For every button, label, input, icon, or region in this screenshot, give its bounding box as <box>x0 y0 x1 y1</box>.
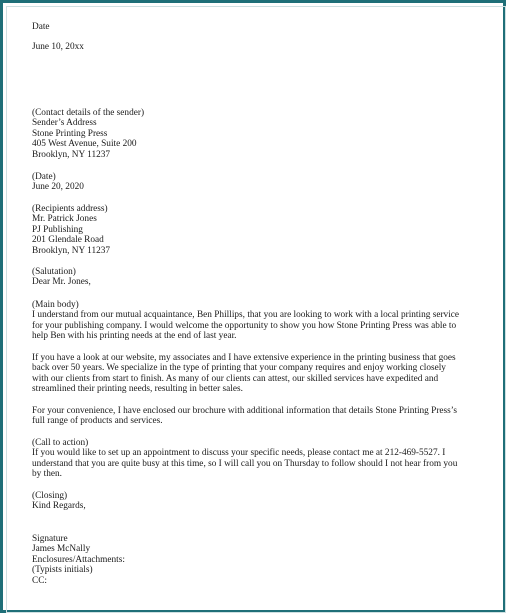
date-block <box>32 172 84 193</box>
recipient-name: Mr. Patrick Jones <box>32 214 97 225</box>
closing-text: Kind Regards, <box>32 501 86 512</box>
header-block <box>32 22 84 53</box>
date-note: (Date) <box>32 172 56 182</box>
salutation-note: (Salutation) <box>32 267 76 277</box>
recipient-city: Brooklyn, NY 11237 <box>32 245 111 256</box>
recipient-street: 201 Glendale Road <box>32 235 104 246</box>
signature-typist: (Typists initials) <box>32 565 93 576</box>
body-p3-line-1: For your convenience, I have enclosed our brochure with additional information that details Stone Printing Press’s <box>32 406 457 416</box>
body-p3-line-2: full range of products and services. <box>32 416 163 427</box>
body-block <box>32 300 459 342</box>
sender-block <box>32 108 144 160</box>
header-date-label: Date <box>32 22 50 32</box>
salutation-text: Dear Mr. Jones, <box>32 277 91 288</box>
cta-line-1: If you would like to set up an appointment to discuss your specific needs, please contact me at 212-469-5527. I <box>32 448 446 459</box>
body-p1-line-3: help Ben with his printing needs at the end of last year. <box>32 331 237 342</box>
cta-line-2: understand that you are quite busy at this time, so I will call you on Thursday to follow should I not hear from you <box>32 458 458 469</box>
sender-note: (Contact details of the sender) <box>32 108 145 118</box>
closing-note: (Closing) <box>32 491 68 501</box>
recipient-block <box>32 204 110 256</box>
body-p1-line-1: I understand from our mutual acquaintance, Ben Phillips, that you are looking to work with a local printing service <box>32 310 460 321</box>
recipient-company: PJ Publishing <box>32 224 83 235</box>
signature-block <box>32 534 125 586</box>
sender-street: 405 West Avenue, Suite 200 <box>32 139 137 150</box>
signature-label: Signature <box>32 534 68 544</box>
signature-name: James McNally <box>32 544 91 555</box>
body-p3-block <box>32 406 457 427</box>
body-p2-block <box>32 353 456 395</box>
body-p2-line-3: with our clients from start to finish. As many of our clients can attest, our skilled services have expedited and <box>32 373 439 384</box>
header-date-value: June 10, 20xx <box>32 42 84 53</box>
body-p2-line-2: back over 50 years. We specialize in the type of printing that your company requires and enjoy working closely <box>32 363 446 374</box>
cta-line-3: by then. <box>32 469 62 480</box>
sender-company: Stone Printing Press <box>32 128 108 139</box>
signature-enclosures: Enclosures/Attachments: <box>32 554 125 565</box>
body-p2-line-4: streamlined their printing needs, resulting in better sales. <box>32 384 243 395</box>
body-note: (Main body) <box>32 300 79 310</box>
sender-address-label: Sender’s Address <box>32 118 97 129</box>
cta-block <box>32 438 457 480</box>
signature-cc: CC: <box>32 575 47 586</box>
date-value: June 20, 2020 <box>32 182 84 193</box>
body-p2-line-1: If you have a look at our website, my associates and I have extensive experience in the printing business that goes <box>32 353 456 363</box>
cta-note: (Call to action) <box>32 438 89 448</box>
sender-city: Brooklyn, NY 11237 <box>32 149 111 160</box>
closing-block <box>32 491 86 512</box>
recipient-note: (Recipients address) <box>32 204 108 214</box>
body-p1-line-2: for your publishing company. I would welcome the opportunity to show you how Stone Printing Press was able to <box>32 320 457 331</box>
salutation-block <box>32 267 91 288</box>
